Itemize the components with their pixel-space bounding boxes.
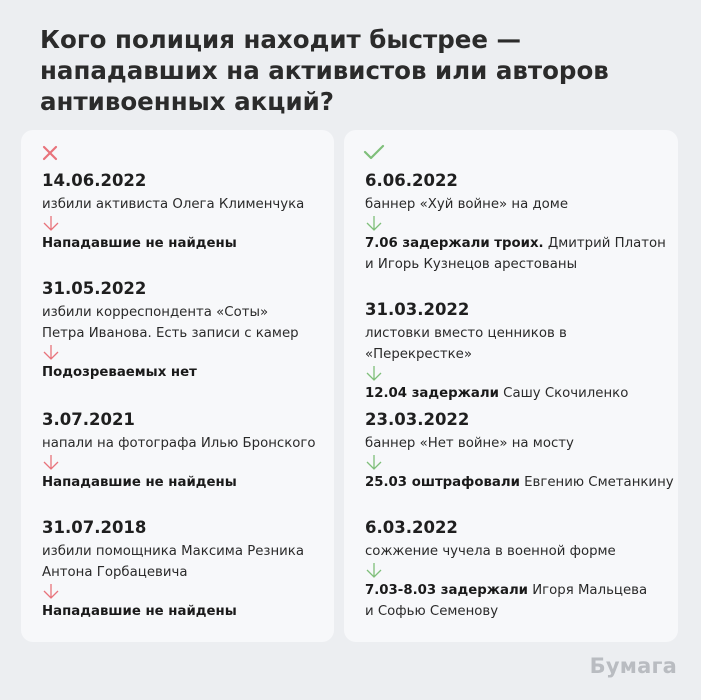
case-description: баннер «Хуй войне» на доме <box>365 197 569 212</box>
brand-logo: Бумага <box>589 654 677 678</box>
case-date: 3.07.2021 <box>42 410 135 429</box>
list-item <box>365 171 666 275</box>
arrow-down-icon <box>365 562 383 580</box>
arrow-down-icon <box>42 344 60 362</box>
page-title: Кого полиция находит быстрее — нападавших на активистов или авторов антивоенных акций? <box>40 25 609 116</box>
case-description: сожжение чучела в военной форме <box>365 544 616 559</box>
case-result: 7.06 задержали троих. Дмитрий Платон и Игорь Кузнецов арестованы <box>365 236 666 272</box>
case-result: 12.04 задержали Сашу Скочиленко <box>365 386 629 401</box>
case-date: 31.05.2022 <box>42 279 147 298</box>
case-description: избили помощника Максима Резника Антона Горбацевича <box>42 544 304 580</box>
case-date: 31.07.2018 <box>42 518 147 537</box>
case-date: 23.03.2022 <box>365 410 470 429</box>
list-item <box>42 518 309 622</box>
arrow-down-icon <box>42 583 60 601</box>
solved-cases-panel <box>344 130 678 642</box>
list-item <box>365 300 674 404</box>
case-result: Подозреваемых нет <box>42 365 197 380</box>
cross-icon <box>42 145 58 161</box>
list-item <box>365 410 674 493</box>
arrow-down-icon <box>42 215 60 233</box>
case-date: 31.03.2022 <box>365 300 470 319</box>
arrow-down-icon <box>42 454 60 472</box>
list-item <box>365 518 648 622</box>
case-description: баннер «Нет войне» на мосту <box>365 436 574 451</box>
unsolved-cases-panel <box>21 130 334 642</box>
case-date: 14.06.2022 <box>42 171 147 190</box>
case-description: избили активиста Олега Клименчука <box>42 197 305 212</box>
arrow-down-icon <box>365 454 383 472</box>
list-item <box>42 171 326 254</box>
check-icon <box>363 144 385 161</box>
list-item <box>42 279 314 383</box>
case-description: избили корреспондента «Соты» Петра Иванова. Есть записи с камер <box>42 305 299 341</box>
case-result: Нападавшие не найдены <box>42 475 237 490</box>
case-description: листовки вместо ценников в «Перекрестке» <box>365 326 567 362</box>
case-result: Нападавшие не найдены <box>42 604 237 619</box>
case-date: 6.06.2022 <box>365 171 458 190</box>
case-result: 25.03 оштрафовали Евгению Сметанкину <box>365 475 674 490</box>
arrow-down-icon <box>365 365 383 383</box>
case-date: 6.03.2022 <box>365 518 458 537</box>
case-description: напали на фотографа Илью Бронского <box>42 436 316 451</box>
list-item <box>42 410 326 493</box>
case-result: 7.03-8.03 задержали Игоря Мальцева и Софью Семенову <box>365 583 648 619</box>
arrow-down-icon <box>365 215 383 233</box>
case-result: Нападавшие не найдены <box>42 236 237 251</box>
